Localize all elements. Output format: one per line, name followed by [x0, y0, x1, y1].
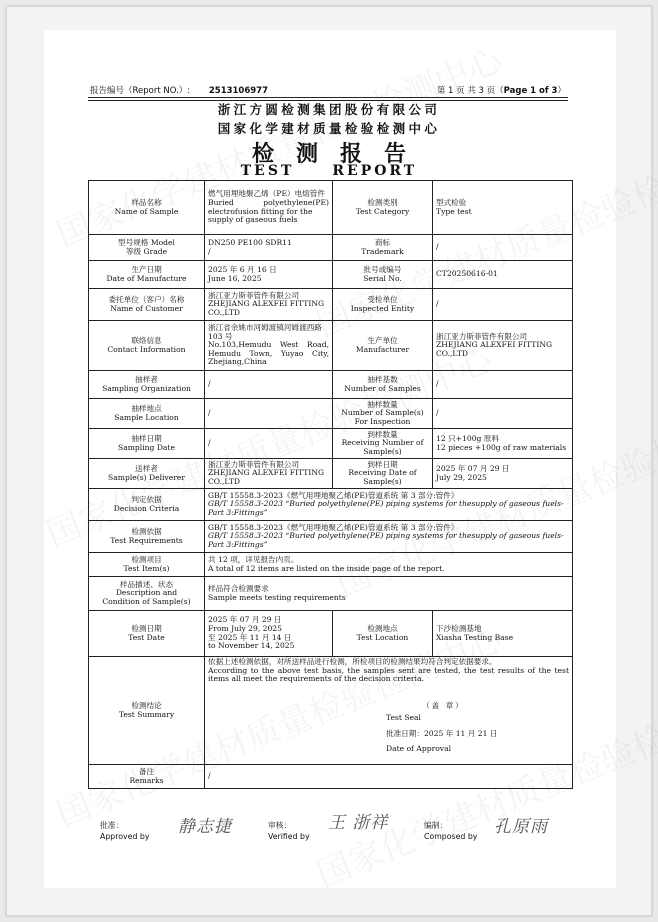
approved-signature: 静志捷 [178, 817, 232, 837]
table-row [89, 371, 573, 399]
table-row [89, 181, 573, 235]
model-label: 型号规格 Model 等级 Grade [89, 235, 205, 261]
table-row [89, 235, 573, 261]
customer-value: 浙江亚力斯菲管件有限公司 ZHEJIANG ALEXFEI FITTING CO.,LTD [205, 289, 333, 321]
remarks-label: 备注 Remarks [89, 765, 205, 789]
sampler-label: 抽样者 Sampling Organization [89, 371, 205, 399]
test-category-value: 型式检验 Type test [433, 181, 573, 235]
composed-signature: 孔原雨 [494, 817, 548, 837]
manufacturer-value: 浙江亚力斯菲管件有限公司 ZHEJIANG ALEXFEI FITTING CO.,LTD [433, 321, 573, 371]
test-requirements-label: 检测依据 Test Requirements [89, 521, 205, 553]
table-row [89, 289, 573, 321]
inspected-entity-value: / [433, 289, 573, 321]
table-row [89, 399, 573, 429]
receiving-number-label: 到样数量 Receiving Number of Sample(s) [333, 429, 433, 459]
decision-criteria-label: 判定依据 Decision Criteria [89, 489, 205, 521]
remarks-value: / [205, 765, 573, 789]
description-value: 样品符合检测要求 Sample meets testing requirements [205, 577, 573, 611]
manufacturer-label: 生产单位 Manufacturer [333, 321, 433, 371]
test-requirements-value: GB/T 15558.3-2023《燃气用埋地聚乙烯(PE)管道系统 第 3 部分:管件》 GB/T 15558.3-2023 “Buried polyethylene(PE) piping systems for thesupply of gaseous fuels-Part 3:Fittings” [205, 521, 573, 553]
trademark-label: 商标 Trademark [333, 235, 433, 261]
report-number: 报告编号（Report NO.）: 2513106977 [90, 86, 269, 96]
sampling-date-label: 抽样日期 Sampling Date [89, 429, 205, 459]
org-name-center: 国家化学建材质量检验检测中心 [217, 121, 441, 136]
report-header [90, 84, 566, 98]
model-value: DN250 PE100 SDR11 / [205, 235, 333, 261]
receiving-number-value: 12 只+100g 原料 12 pieces +100g of raw materials [433, 429, 573, 459]
seal-block: （盖 章） Test Seal 批准日期：2025 年 11 月 21 日 Date of Approval [208, 702, 569, 754]
sampling-date-value: / [205, 429, 333, 459]
num-inspection-label: 抽样数量 Number of Sample(s) For Inspection [333, 399, 433, 429]
table-row [89, 489, 573, 521]
table-row [89, 611, 573, 657]
table-row [89, 429, 573, 459]
table-row [89, 459, 573, 489]
manufacture-date-value: 2025 年 6 月 16 日 June 16, 2025 [205, 261, 333, 289]
sample-name-value: 燃气用埋地聚乙烯（PE）电熔管件 Buried polyethylene(PE) electrofusion fitting for the supply of gaseous fuels [205, 181, 333, 235]
composed-by: 编制： Composed by [424, 821, 478, 841]
sample-name-label: 样品名称 Name of Sample [89, 181, 205, 235]
table-row [89, 521, 573, 553]
verified-by: 审核： Verified by [268, 821, 310, 841]
sample-location-value: / [205, 399, 333, 429]
contact-value: 浙江省余姚市河姆渡镇河姆渡西路 103 号 No.103,Hemudu West Road, Hemudu Town, Yuyao City, Zhejiang,China [205, 321, 333, 371]
table-row [89, 553, 573, 577]
approved-by: 批准： Approved by [100, 821, 150, 841]
test-items-label: 检测项目 Test Item(s) [89, 553, 205, 577]
test-summary-label: 检测结论 Test Summary [89, 657, 205, 765]
test-date-value: 2025 年 07 月 29 日 From July 29, 2025 至 2025 年 11 月 14 日 to November 14, 2025 [205, 611, 333, 657]
test-summary-value: 依据上述检测依据，对所送样品进行检测，所检项目的检测结果均符合判定依据要求。 According to the above test basis, the samples sent are tested, the test results of the test items all meet the requirements of the decision criteria. （盖 章） Test Seal 批准日期：2025 年 11 月 21 日 Date of Approval [205, 657, 573, 765]
deliverer-value: 浙江亚力斯菲管件有限公司 ZHEJIANG ALEXFEI FITTING CO.,LTD [205, 459, 333, 489]
table-row [89, 765, 573, 789]
deliverer-label: 送样者 Sample(s) Deliverer [89, 459, 205, 489]
test-category-label: 检测类别 Test Category [333, 181, 433, 235]
table-row [89, 321, 573, 371]
test-location-label: 检测地点 Test Location [333, 611, 433, 657]
receiving-date-value: 2025 年 07 月 29 日 July 29, 2025 [433, 459, 573, 489]
table-row [89, 261, 573, 289]
report-title-cn: 检测报告 [251, 141, 428, 167]
seal-mark: （盖 章） [422, 700, 465, 710]
test-items-value: 共 12 项，详见报告内页。 A total of 12 items are listed on the inside page of the report. [205, 553, 573, 577]
num-samples-label: 抽样基数 Number of Samples [333, 371, 433, 399]
serial-label: 批号或编号 Serial No. [333, 261, 433, 289]
decision-criteria-value: GB/T 15558.3-2023《燃气用埋地聚乙烯(PE)管道系统 第 3 部分:管件》 GB/T 15558.3-2023 “Buried polyethylene(PE) piping systems for thesupply of gaseous fuels-Part 3:Fittings” [205, 489, 573, 521]
sample-location-label: 抽样地点 Sample Location [89, 399, 205, 429]
test-location-value: 下沙检测基地 Xiasha Testing Base [433, 611, 573, 657]
report-table [88, 180, 573, 789]
page-indicator: 第 1 页 共 3 页（Page 1 of 3） [436, 86, 566, 96]
test-date-label: 检测日期 Test Date [89, 611, 205, 657]
approval-date: 批准日期：2025 年 11 月 21 日 [386, 729, 498, 739]
trademark-value: / [433, 235, 573, 261]
verified-signature: 王 浙祥 [328, 813, 389, 833]
table-row [89, 577, 573, 611]
sampler-value: / [205, 371, 333, 399]
report-title-en: TEST REPORT [240, 163, 418, 179]
table-row [89, 657, 573, 765]
org-name-company: 浙江方圆检测集团股份有限公司 [217, 102, 441, 117]
header-rule [88, 97, 568, 98]
description-label: 样品描述、状态 Description and Condition of Sample(s) [89, 577, 205, 611]
receiving-date-label: 到样日期 Receiving Date of Sample(s) [333, 459, 433, 489]
contact-label: 联络信息 Contact Information [89, 321, 205, 371]
customer-label: 委托单位（客户）名称 Name of Customer [89, 289, 205, 321]
inspected-entity-label: 受检单位 Inspected Entity [333, 289, 433, 321]
num-inspection-value: / [433, 399, 573, 429]
manufacture-date-label: 生产日期 Date of Manufacture [89, 261, 205, 289]
num-samples-value: / [433, 371, 573, 399]
serial-value: CT20250616-01 [433, 261, 573, 289]
